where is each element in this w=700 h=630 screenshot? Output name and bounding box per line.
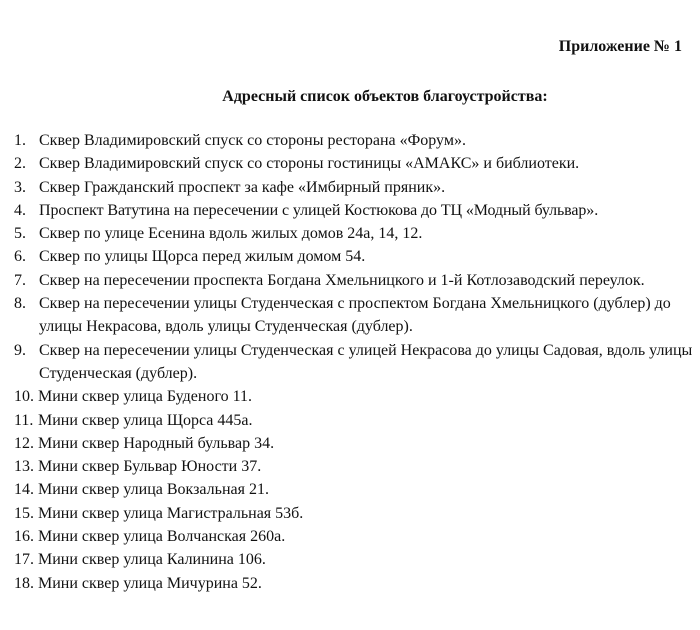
list-item-text: Мини сквер улица Щорса 445а.: [38, 411, 253, 429]
list-item: [14, 432, 694, 455]
list-item: [14, 269, 694, 292]
list-item-number: 18.: [14, 574, 34, 592]
list-item: [14, 129, 694, 152]
list-item: [14, 292, 694, 339]
list-item-text: Мини сквер улица Калинина 106.: [38, 551, 266, 569]
list-item: [14, 455, 694, 478]
list-item: [14, 572, 694, 595]
list-item-text: Сквер на пересечении улицы Студенческая с проспектом Богдана Хмельницкого (дублер) до улицы Некрасова, вдоль улицы Студенческая (дублер).: [39, 295, 671, 336]
list-item-number: 13.: [14, 458, 34, 476]
list-item-number: 14.: [14, 481, 34, 499]
document-title: Адресный список объектов благоустройства:: [222, 88, 548, 105]
list-item-number: 8.: [14, 295, 26, 313]
list-item-text: Сквер на пересечении проспекта Богдана Хмельницкого и 1-й Котлозаводский переулок.: [39, 271, 645, 289]
list-item-number: 16.: [14, 528, 34, 546]
list-item-text: Мини сквер улица Мичурина 52.: [38, 574, 262, 592]
list-item-number: 15.: [14, 504, 34, 522]
list-item-number: 7.: [14, 271, 26, 289]
list-item-number: 17.: [14, 551, 34, 569]
list-item: [14, 199, 694, 222]
list-item: [14, 222, 694, 245]
list-item: [14, 385, 694, 408]
list-item-number: 11.: [14, 411, 34, 429]
list-item-text: Мини сквер улица Магистральная 53б.: [38, 504, 304, 522]
list-item: [14, 152, 694, 175]
list-item: [14, 245, 694, 268]
list-item: [14, 502, 694, 525]
appendix-label: Приложение № 1: [558, 38, 682, 55]
list-item-number: 5.: [14, 225, 26, 243]
list-item-text: Сквер Гражданский проспект за кафе «Имбирный пряник».: [39, 178, 446, 196]
list-item-text: Мини сквер улица Буденого 11.: [38, 388, 253, 406]
list-item: [14, 409, 694, 432]
list-item-number: 10.: [14, 388, 34, 406]
list-item-text: Проспект Ватутина на пересечении с улицей Костюкова до ТЦ «Модный бульвар».: [39, 201, 599, 219]
list-item-text: Мини сквер Народный бульвар 34.: [38, 434, 275, 452]
list-item-number: 9.: [14, 341, 26, 359]
list-item-number: 6.: [14, 248, 26, 266]
list-item-text: Сквер по улицы Щорса перед жилым домом 54.: [39, 248, 366, 266]
list-item: [14, 478, 694, 501]
list-item-text: Сквер Владимировский спуск со стороны ресторана «Форум».: [39, 132, 466, 149]
list-item-number: 3.: [14, 178, 26, 196]
list-item-text: Сквер на пересечении улицы Студенческая с улицей Некрасова до улицы Садовая, вдоль улицы Студенческая (дублер).: [39, 341, 693, 382]
list-item-number: 4.: [14, 201, 26, 219]
list-item-text: Сквер по улице Есенина вдоль жилых домов 24а, 14, 12.: [39, 225, 423, 243]
list-item-text: Сквер Владимировский спуск со стороны гостиницы «АМАКС» и библиотеки.: [39, 155, 580, 173]
list-item: [14, 176, 694, 199]
list-item-number: 2.: [14, 155, 26, 173]
list-item-text: Мини сквер Бульвар Юности 37.: [38, 458, 262, 476]
list-item-number: 1.: [14, 132, 26, 149]
list-item: [14, 339, 694, 386]
list-item-text: Мини сквер улица Вокзальная 21.: [38, 481, 269, 499]
list-item-text: Мини сквер улица Волчанская 260а.: [38, 528, 286, 546]
list-item: [14, 525, 694, 548]
list-item-number: 12.: [14, 434, 34, 452]
address-list: [14, 129, 694, 595]
list-item: [14, 548, 694, 571]
